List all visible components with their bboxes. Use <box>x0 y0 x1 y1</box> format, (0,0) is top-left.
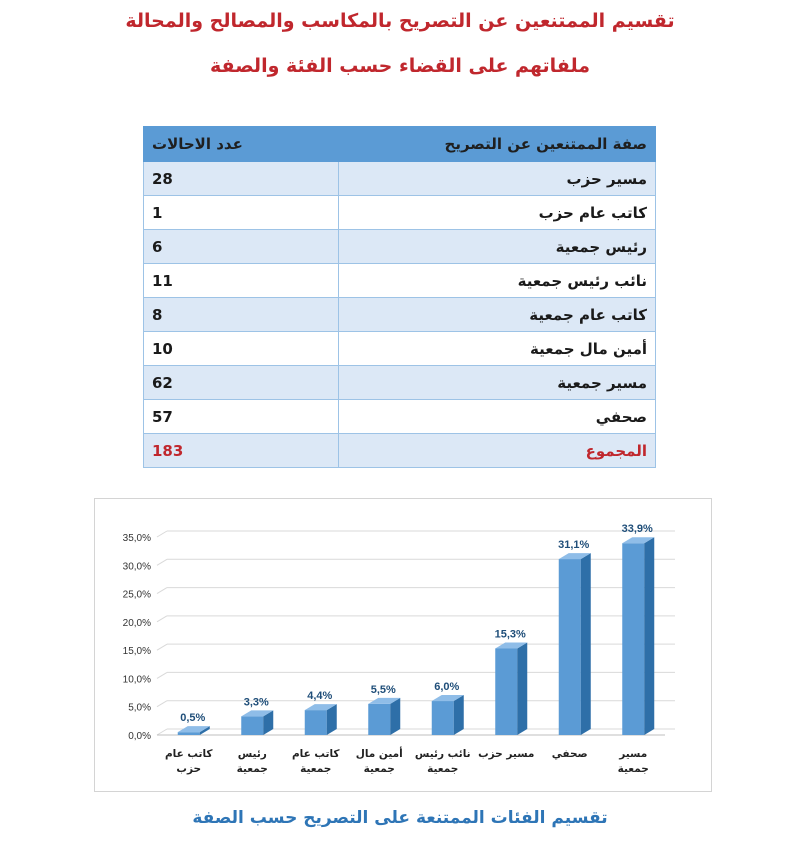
bar <box>559 559 581 735</box>
table-row <box>144 264 656 298</box>
bar <box>432 701 454 735</box>
bar <box>178 732 200 735</box>
table-header-row <box>144 127 656 162</box>
data-label: 15,3% <box>494 628 526 641</box>
bar-chart-canvas <box>95 499 711 791</box>
y-tick-label: 30,0% <box>122 561 151 573</box>
y-tick-label: 15,0% <box>122 646 151 658</box>
gridline-depth <box>157 616 167 622</box>
bar-side <box>581 553 591 735</box>
table-cell-category: رئيس جمعية <box>339 230 656 264</box>
table-cell-category: مسير جمعية <box>339 366 656 400</box>
y-tick-label: 10,0% <box>122 674 151 686</box>
table-cell-count: 6 <box>144 230 339 264</box>
y-tick-label: 20,0% <box>122 617 151 629</box>
bar-chart <box>94 498 712 792</box>
table-row <box>144 366 656 400</box>
table-row <box>144 230 656 264</box>
bar-side <box>644 537 654 735</box>
bar-side <box>390 698 400 735</box>
x-tick-label: جمعية <box>300 763 332 775</box>
gridline-depth <box>157 531 167 537</box>
data-label: 6,0% <box>434 681 460 694</box>
x-tick-label: مسير <box>619 748 648 760</box>
column-header-count: عدد الاحالات <box>144 127 339 162</box>
x-tick-label: نائب رئيس <box>414 748 471 760</box>
column-header-category: صفة الممتنعين عن التصريح <box>339 127 656 162</box>
gridline-depth <box>157 588 167 594</box>
data-label: 31,1% <box>558 539 590 552</box>
table-cell-count: 11 <box>144 264 339 298</box>
gridline-depth <box>157 729 167 735</box>
x-tick-label: جمعية <box>363 763 395 775</box>
table-row <box>144 332 656 366</box>
table-cell-count: 8 <box>144 298 339 332</box>
table-cell-count: 62 <box>144 366 339 400</box>
x-tick-label: حزب <box>176 763 202 775</box>
bar-side <box>517 642 527 735</box>
data-label: 4,4% <box>307 690 333 703</box>
table-row <box>144 298 656 332</box>
gridline-depth <box>157 559 167 565</box>
table-row <box>144 162 656 196</box>
bar <box>241 716 263 735</box>
table-cell-category: صحفي <box>339 400 656 434</box>
table-cell-category: كاتب عام جمعية <box>339 298 656 332</box>
table-cell-count: 57 <box>144 400 339 434</box>
table-cell-category: مسير حزب <box>339 162 656 196</box>
x-tick-label: كاتب عام <box>291 748 340 760</box>
data-label: 3,3% <box>243 696 269 709</box>
table-cell-count: 10 <box>144 332 339 366</box>
x-tick-label: صحفي <box>551 748 588 760</box>
x-tick-label: جمعية <box>427 763 459 775</box>
x-tick-label: كاتب عام <box>164 748 213 760</box>
bar-side <box>454 695 464 735</box>
bar <box>622 543 644 735</box>
table-total-row <box>144 434 656 468</box>
data-label: 33,9% <box>621 523 653 536</box>
table-cell-category: نائب رئيس جمعية <box>339 264 656 298</box>
x-tick-label: جمعية <box>617 763 649 775</box>
chart-caption: تقسيم الفئات الممتنعة على التصريح حسب الصفة <box>192 808 608 828</box>
total-value: 183 <box>144 434 339 468</box>
bar <box>495 648 517 735</box>
bar <box>368 704 390 735</box>
table-cell-category: أمين مال جمعية <box>339 332 656 366</box>
table-row <box>144 400 656 434</box>
gridline-depth <box>157 672 167 678</box>
data-label: 5,5% <box>370 683 396 696</box>
table-cell-count: 1 <box>144 196 339 230</box>
bar <box>305 710 327 735</box>
page-title-line-2: ملفاتهم على القضاء حسب الفئة والصفة <box>210 55 590 77</box>
data-label: 0,5% <box>180 712 206 725</box>
x-tick-label: جمعية <box>236 763 268 775</box>
y-tick-label: 25,0% <box>122 589 151 601</box>
x-tick-label: رئيس <box>237 748 267 760</box>
total-label: المجموع <box>339 434 656 468</box>
y-tick-label: 35,0% <box>122 533 151 544</box>
referrals-table <box>143 126 656 468</box>
table-cell-count: 28 <box>144 162 339 196</box>
gridline-depth <box>157 701 167 707</box>
page-title-line-1: تقسيم الممتنعين عن التصريح بالمكاسب والمصالح والمحالة <box>125 10 675 32</box>
table-row <box>144 196 656 230</box>
gridline-depth <box>157 644 167 650</box>
y-tick-label: 5,0% <box>128 702 151 714</box>
x-tick-label: أمين مال <box>355 748 403 760</box>
x-tick-label: مسير حزب <box>478 748 535 760</box>
table-cell-category: كاتب عام حزب <box>339 196 656 230</box>
y-tick-label: 0,0% <box>128 731 151 742</box>
